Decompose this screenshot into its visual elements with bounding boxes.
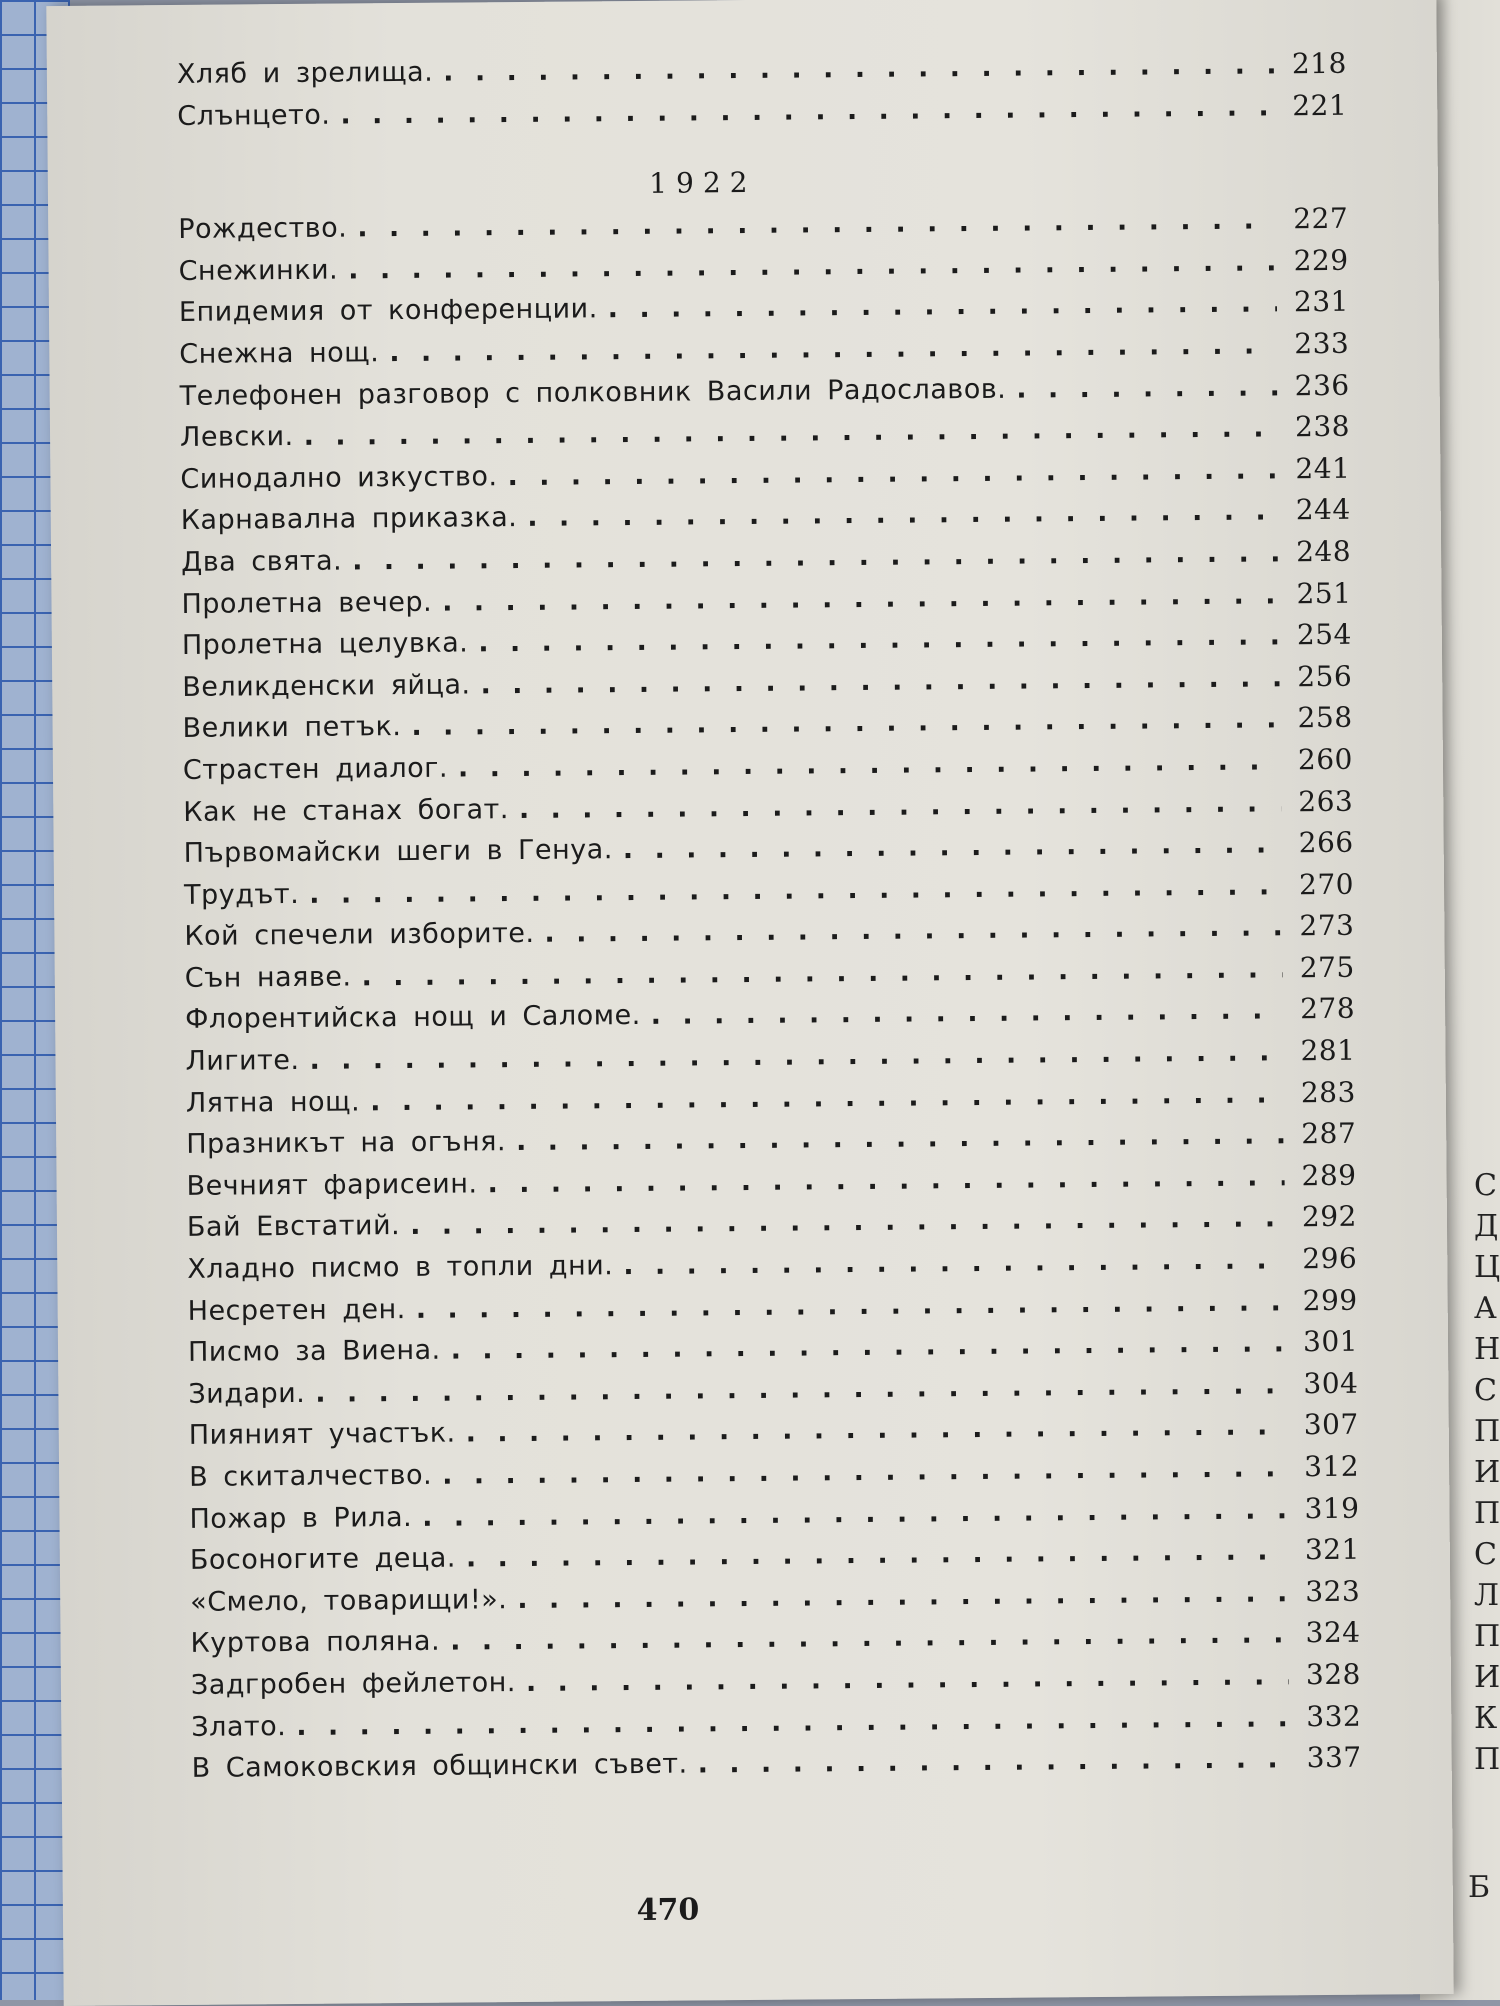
- toc-entry-page: 229: [1293, 243, 1349, 278]
- toc-entry-page: 289: [1301, 1158, 1357, 1193]
- table-of-contents: [177, 47, 1362, 1793]
- dot-leader: [296, 1702, 1289, 1742]
- dot-leader: [450, 1619, 1289, 1657]
- toc-entry-title: Страстен диалог.: [182, 752, 449, 786]
- dot-leader: [340, 91, 1275, 130]
- toc-entry-title: Кой спечели изборите.: [184, 918, 535, 953]
- dot-leader: [352, 537, 1279, 576]
- toc-entry-page: 299: [1302, 1283, 1358, 1317]
- toc-entry-title: Първомайски шеги в Генуа.: [183, 834, 613, 870]
- next-page-letters: [1474, 1165, 1500, 1780]
- toc-entry-page: 281: [1300, 1033, 1356, 1068]
- dot-leader: [411, 704, 1280, 743]
- toc-entry-title: Зидари.: [188, 1377, 306, 1410]
- toc-entry-page: 270: [1298, 867, 1355, 901]
- toc-entry-title: Карнавална приказка.: [180, 502, 518, 537]
- toc-pre-entries: [177, 47, 1348, 140]
- dot-leader: [544, 912, 1282, 949]
- toc-entry-title: Хляб и зрелища.: [176, 56, 434, 90]
- toc-entry: [192, 1741, 1362, 1793]
- next-page-letter: С: [1474, 1168, 1497, 1203]
- toc-entry-page: 260: [1297, 742, 1354, 777]
- toc-entry-page: 292: [1301, 1200, 1358, 1234]
- toc-entry-page: 258: [1297, 701, 1353, 735]
- dot-leader: [526, 1660, 1289, 1698]
- dot-leader: [623, 1244, 1285, 1281]
- toc-entry-page: 301: [1302, 1324, 1359, 1359]
- dot-leader: [487, 1161, 1284, 1199]
- toc-entry-title: «Смело, товарищи!».: [190, 1583, 508, 1618]
- toc-entry-title: Босоногите деца.: [189, 1542, 457, 1577]
- toc-entry-title: Лигите.: [185, 1044, 300, 1077]
- toc-entry-page: 278: [1300, 992, 1356, 1026]
- next-page-letter: С: [1474, 1537, 1497, 1572]
- dot-leader: [507, 454, 1278, 492]
- toc-entry-title: Празникът на огъня.: [186, 1126, 507, 1161]
- toc-entry-title: Пролетна вечер.: [181, 586, 433, 620]
- toc-entry-page: 321: [1304, 1532, 1360, 1567]
- toc-entry-title: Сън наяве.: [184, 961, 352, 994]
- toc-entry-page: 287: [1301, 1116, 1357, 1151]
- dot-leader: [1016, 371, 1278, 404]
- dot-leader: [466, 1411, 1287, 1449]
- toc-entry-title: Как не станах богат.: [183, 793, 510, 828]
- next-page-letter: А: [1474, 1291, 1497, 1326]
- toc-entry-title: Телефонен разговор с полковник Васили Радославов.: [179, 373, 1007, 412]
- toc-entry-title: Несретен ден.: [187, 1293, 406, 1327]
- toc-entry-page: 218: [1291, 46, 1347, 81]
- toc-entry-title: Бай Евстатий.: [186, 1210, 401, 1244]
- toc-entry-page: 248: [1296, 534, 1352, 569]
- toc-entry-title: Великденски яйца.: [182, 669, 471, 703]
- next-page-letter: П: [1474, 1742, 1500, 1777]
- toc-entry-page: 231: [1293, 285, 1350, 319]
- toc-entry-title: В Самоковския общински съвет.: [191, 1748, 688, 1785]
- dot-leader: [451, 1328, 1287, 1366]
- next-page-letter: К: [1474, 1701, 1498, 1736]
- toc-entry-page: 312: [1303, 1449, 1360, 1484]
- dot-leader: [304, 413, 1279, 453]
- year-heading: 1922: [649, 166, 757, 201]
- toc-entry-title: В скиталчество.: [189, 1459, 433, 1493]
- dot-leader: [458, 745, 1281, 783]
- toc-entry-title: Вечният фарисеин.: [186, 1168, 478, 1202]
- next-page-letter: Н: [1474, 1332, 1500, 1367]
- toc-entry-page: 251: [1296, 576, 1352, 610]
- toc-entry-title: Флорентийска нощ и Саломе.: [185, 1000, 641, 1036]
- dot-leader: [517, 1577, 1288, 1615]
- dot-leader: [315, 1369, 1286, 1408]
- dot-leader: [422, 1494, 1288, 1533]
- dot-leader: [416, 1286, 1286, 1325]
- dot-leader: [698, 1743, 1290, 1779]
- dot-leader: [410, 1203, 1285, 1242]
- toc-entry-page: 319: [1304, 1491, 1360, 1525]
- dot-leader: [608, 288, 1277, 325]
- dot-leader: [442, 1452, 1287, 1490]
- next-page-letter: И: [1474, 1660, 1500, 1695]
- toc-entry-title: Слънцето.: [177, 99, 331, 132]
- toc-entry-page: 241: [1295, 451, 1351, 485]
- toc-entry-title: Велики петък.: [182, 711, 402, 745]
- toc-entry-page: 263: [1298, 784, 1354, 818]
- page-number: 470: [636, 1892, 700, 1929]
- toc-entry-page: 238: [1294, 409, 1351, 444]
- toc-entry-page: 266: [1298, 825, 1354, 860]
- toc-entry-page: 323: [1305, 1574, 1361, 1608]
- dot-leader: [519, 787, 1282, 825]
- next-page-letter: Ц: [1474, 1250, 1500, 1285]
- next-page-letter: П: [1474, 1496, 1500, 1531]
- dot-leader: [527, 496, 1279, 534]
- toc-entry-title: Рождество.: [178, 212, 348, 246]
- toc-entry-title: Левски.: [179, 421, 294, 454]
- toc-entry-page: 328: [1305, 1657, 1362, 1692]
- toc-entry-page: 296: [1302, 1241, 1358, 1276]
- dot-leader: [516, 1120, 1284, 1158]
- dot-leader: [623, 828, 1282, 865]
- toc-entry-page: 256: [1297, 659, 1353, 693]
- toc-entry-title: Два свята.: [181, 545, 343, 578]
- next-page-letter: П: [1474, 1414, 1500, 1449]
- dot-leader: [480, 662, 1280, 700]
- toc-entry-title: Снежинки.: [178, 254, 339, 287]
- toc-entry-title: Снежна нощ.: [179, 337, 380, 370]
- toc-entry-title: Синодално изкуство.: [180, 460, 498, 495]
- toc-entry-page: 221: [1292, 88, 1348, 122]
- toc-entry-page: 273: [1299, 909, 1355, 943]
- book-page: [46, 0, 1453, 2006]
- toc-entry-page: 244: [1295, 493, 1351, 527]
- dot-leader: [443, 49, 1275, 87]
- toc-entry-title: Куртова поляна.: [190, 1626, 441, 1660]
- next-page-last-letter: Б: [1468, 1870, 1491, 1905]
- toc-entries: [178, 202, 1362, 1793]
- toc-entry-page: 275: [1299, 950, 1355, 985]
- toc-entry-title: Пияният участък.: [188, 1417, 456, 1452]
- toc-entry-page: 283: [1300, 1075, 1356, 1109]
- dot-leader: [442, 579, 1280, 617]
- dot-leader: [651, 995, 1284, 1032]
- toc-entry-page: 227: [1293, 201, 1349, 236]
- toc-entry-title: Лятна нощ.: [185, 1086, 361, 1119]
- toc-entry-title: Задгробен фейлетон.: [190, 1667, 517, 1701]
- dot-leader: [309, 1036, 1283, 1075]
- dot-leader: [370, 1078, 1284, 1117]
- next-page-letter: П: [1474, 1619, 1500, 1654]
- dot-leader: [361, 953, 1283, 992]
- toc-entry-page: 307: [1303, 1408, 1359, 1442]
- toc-entry-title: Епидемия от конференции.: [178, 293, 598, 329]
- next-page-letter: Л: [1474, 1578, 1500, 1613]
- toc-entry-title: Пролетна целувка.: [181, 627, 469, 662]
- dot-leader: [357, 205, 1276, 244]
- next-page-letter: С: [1474, 1373, 1497, 1408]
- toc-entry-page: 254: [1296, 617, 1352, 652]
- next-page-letter: И: [1474, 1455, 1500, 1490]
- dot-leader: [348, 246, 1277, 285]
- toc-entry-title: Злато.: [191, 1710, 287, 1743]
- toc-entry-page: 304: [1303, 1366, 1359, 1400]
- dot-leader: [466, 1536, 1288, 1574]
- next-page-letter: Д: [1474, 1209, 1499, 1244]
- toc-entry-title: Трудът.: [183, 878, 300, 911]
- toc-entry-page: 236: [1294, 368, 1350, 402]
- dot-leader: [389, 329, 1277, 368]
- toc-entry-title: Пожар в Рила.: [189, 1501, 413, 1535]
- toc-entry-page: 337: [1306, 1740, 1362, 1775]
- toc-entry-page: 233: [1294, 326, 1350, 361]
- toc-entry-page: 324: [1305, 1616, 1361, 1650]
- toc-entry-title: Хладно писмо в топли дни.: [187, 1250, 614, 1285]
- toc-entry-page: 332: [1306, 1699, 1362, 1733]
- toc-entry-title: Писмо за Виена.: [187, 1334, 441, 1369]
- dot-leader: [478, 620, 1280, 658]
- dot-leader: [309, 870, 1282, 909]
